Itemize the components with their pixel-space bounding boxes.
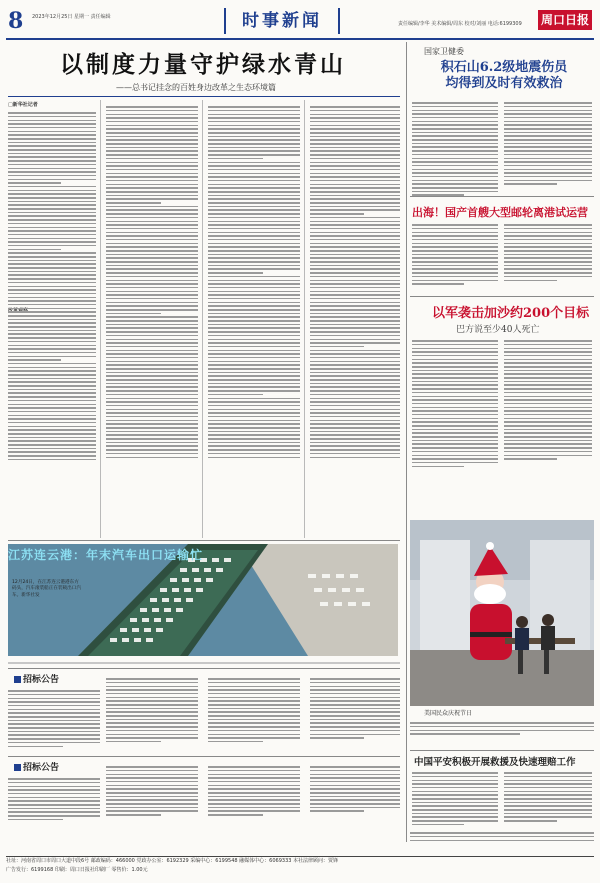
story4-headline[interactable]: 中国平安积极开展救援及快速理赔工作 <box>414 757 576 768</box>
story1-column-2 <box>504 100 592 187</box>
story2-column-2 <box>504 222 592 283</box>
column-rule <box>100 100 101 538</box>
notice1-column-1 <box>8 688 100 749</box>
notice2-column-2 <box>106 764 198 818</box>
story3-column-2 <box>504 338 592 462</box>
notice1-label: 招标公告 <box>23 675 60 685</box>
story2-column-1 <box>412 222 498 287</box>
story3-headline[interactable]: 以军袭击加沙约200个目标 <box>432 306 590 321</box>
column-rule <box>304 100 305 538</box>
photo-divider <box>8 540 400 541</box>
notice-divider <box>8 668 400 669</box>
story-divider <box>410 750 594 751</box>
footer-address: 社址：河南省周口市周口大道中段6号 邮政编码：466000 党政办公室：6192329 采编中心：6199548 融媒体中心：6069333 本社法律顾问：贾锋 <box>6 858 339 864</box>
notice2-title[interactable] <box>14 760 59 773</box>
lead-headline[interactable]: 以制度力量守护绿水青山 <box>60 51 346 78</box>
footer-print: 广告发行：6199168 印刷：周口日报社印刷厂 零售价：1.00元 <box>6 867 148 873</box>
lead-divider <box>8 96 400 97</box>
lead-subtitle: ——总书记挂念的百姓身边改革之生态环境篇 <box>116 83 276 92</box>
story4-column-2 <box>504 770 592 824</box>
christmas-photo-image <box>410 520 594 706</box>
christmas-photo-caption: 美国民众庆祝节日 <box>424 710 473 717</box>
notice1-column-4 <box>310 676 400 741</box>
story-divider <box>410 296 594 297</box>
page-number: 8 <box>8 8 24 34</box>
notice2-label: 招标公告 <box>23 763 60 773</box>
lead-column-1 <box>8 110 96 463</box>
lead-byline: □新华社记者 <box>8 102 38 108</box>
port-photo-caption-lines <box>8 660 400 666</box>
column-rule <box>202 100 203 538</box>
masthead <box>6 6 594 40</box>
notice1-title[interactable] <box>14 672 59 685</box>
section-title: 时事新闻 <box>224 8 340 34</box>
notice2-column-3 <box>208 764 300 818</box>
notice-divider <box>8 756 400 757</box>
story1-kicker: 国家卫健委 <box>424 47 464 56</box>
notice2-column-4 <box>310 764 400 814</box>
right-bottom-text <box>410 830 594 843</box>
notice-icon <box>14 764 21 771</box>
page-divider <box>406 42 407 842</box>
newspaper-logo: 周口日报 <box>538 10 592 30</box>
story3-subtitle: 巴方说至少40人死亡 <box>456 325 540 335</box>
editor-info: 责任编辑/李华 美术编辑/周东 校对/刘丽 电话:6199309 <box>398 21 522 27</box>
story1-headline[interactable] <box>416 60 592 92</box>
port-photo-caption: 12月24日，在江苏连云港港东方码头，汽车滚装船正在装载出口汽车。新华社发 <box>12 580 81 598</box>
christmas-caption-text <box>410 720 594 737</box>
notice1-column-2 <box>106 676 198 745</box>
lead-column-2 <box>106 104 198 460</box>
story3-column-1 <box>412 338 498 469</box>
story1-headline-line1: 积石山6.2级地震伤员 <box>440 60 568 75</box>
story2-headline[interactable]: 出海！国产首艘大型邮轮离港试运营 <box>412 206 588 219</box>
notice1-column-3 <box>208 676 300 745</box>
story1-column-1 <box>412 100 498 198</box>
issue-date: 2023年12月25日 星期一 责任编辑 <box>32 14 111 20</box>
port-photo-title: 江苏连云港：年末汽车出口运输忙 <box>8 548 204 562</box>
story4-column-1 <box>412 770 498 828</box>
lead-column-3 <box>208 104 300 460</box>
story-divider <box>410 196 594 197</box>
story1-headline-line2: 均得到及时有效救治 <box>445 76 563 91</box>
notice2-column-1 <box>8 776 100 822</box>
lead-column-4 <box>310 104 400 460</box>
christmas-photo[interactable] <box>410 520 594 706</box>
page-footer <box>6 856 594 879</box>
notice-icon <box>14 676 21 683</box>
